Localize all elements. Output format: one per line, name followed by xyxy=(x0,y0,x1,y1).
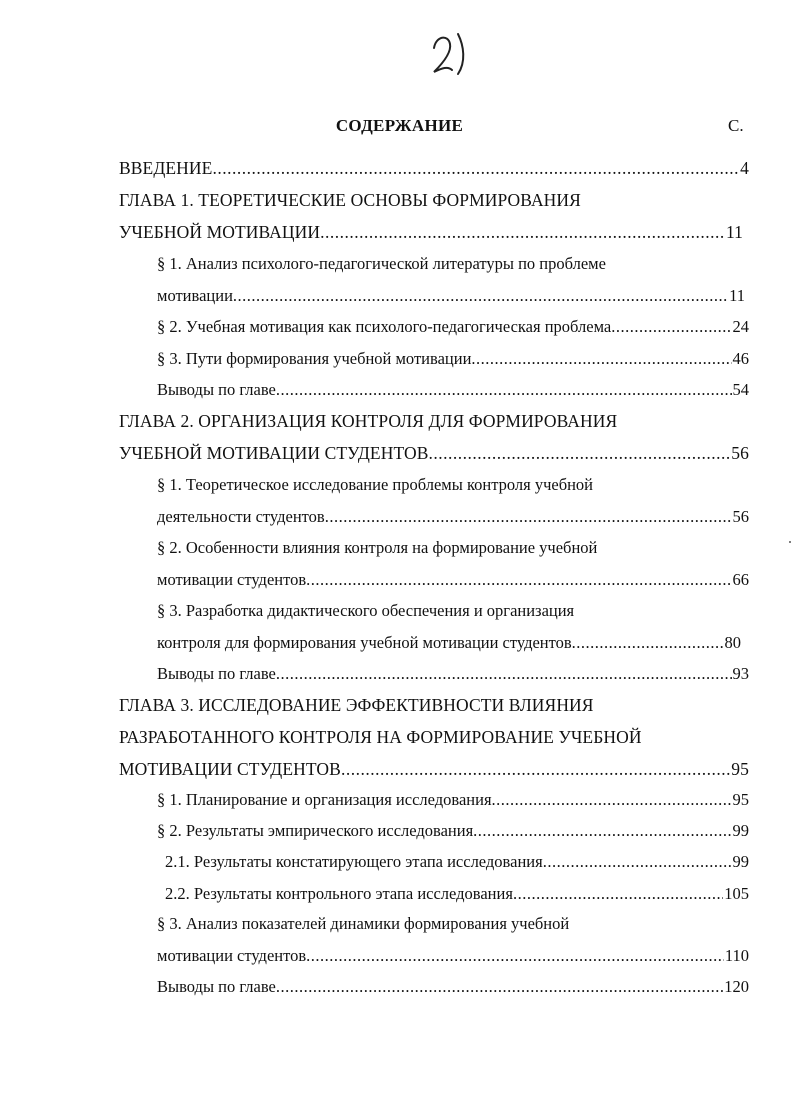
toc-ch3-sec2-sub2[interactable] xyxy=(165,883,749,905)
dot-leader xyxy=(276,976,723,998)
toc-entry-page: 93 xyxy=(732,664,749,683)
toc-entry-text: ГЛАВА 1. ТЕОРЕТИЧЕСКИЕ ОСНОВЫ ФОРМИРОВАНИЯ xyxy=(119,190,581,210)
scan-speck xyxy=(789,541,791,543)
toc-entry-text: § 3. Разработка дидактического обеспечения и организация xyxy=(157,601,575,620)
toc-entry-text: ГЛАВА 2. ОРГАНИЗАЦИЯ КОНТРОЛЯ ДЛЯ ФОРМИРОВАНИЯ xyxy=(119,411,618,431)
toc-entry-text: § 1. Теоретическое исследование проблемы контроля учебной xyxy=(157,475,594,494)
toc-entry-text: Выводы по главе xyxy=(157,664,276,683)
toc-entry-text: § 2. Результаты эмпирического исследования xyxy=(157,821,474,840)
toc-entry-text: УЧЕБНОЙ МОТИВАЦИИ СТУДЕНТОВ xyxy=(119,443,429,463)
toc-entry-page: 4 xyxy=(740,158,749,178)
toc-entry-page: 56 xyxy=(732,507,749,526)
toc-entry-text: МОТИВАЦИИ СТУДЕНТОВ xyxy=(119,759,341,779)
dot-leader xyxy=(276,379,732,401)
toc-entry-text: УЧЕБНОЙ МОТИВАЦИИ xyxy=(119,222,321,242)
toc-entry-text: ГЛАВА 3. ИССЛЕДОВАНИЕ ЭФФЕКТИВНОСТИ ВЛИЯНИЯ xyxy=(119,695,594,715)
toc-entry-introduction[interactable] xyxy=(119,157,749,179)
toc-chapter-1-title-cont[interactable] xyxy=(119,221,743,243)
dot-leader xyxy=(611,316,731,338)
toc-entry-page: 120 xyxy=(724,977,749,996)
toc-ch1-sec1[interactable] xyxy=(157,253,757,275)
toc-ch3-sec2[interactable] xyxy=(157,820,749,842)
toc-ch2-sec2-cont[interactable] xyxy=(157,569,749,591)
dot-leader xyxy=(473,820,731,842)
toc-chapter-3-title-cont1[interactable] xyxy=(119,726,759,748)
toc-entry-text: § 3. Анализ показателей динамики формирования учебной xyxy=(157,914,570,933)
toc-entry-page: 95 xyxy=(732,790,749,809)
toc-entry-text: контроля для формирования учебной мотивации студентов xyxy=(157,633,572,652)
toc-chapter-3-title-cont2[interactable] xyxy=(119,758,749,780)
toc-ch2-sec1[interactable] xyxy=(157,474,757,496)
dot-leader xyxy=(513,883,723,905)
toc-entry-text: ВВЕДЕНИЕ xyxy=(119,158,213,178)
toc-chapter-2-title[interactable] xyxy=(119,410,759,432)
toc-ch2-conclusions[interactable] xyxy=(157,663,749,685)
dot-leader xyxy=(233,285,728,307)
toc-entry-page: 11 xyxy=(729,286,745,305)
dot-leader xyxy=(276,663,732,685)
toc-entry-text: деятельности студентов xyxy=(157,507,325,526)
toc-entry-page: 99 xyxy=(732,821,749,840)
toc-ch1-conclusions[interactable] xyxy=(157,379,749,401)
toc-title: СОДЕРЖАНИЕ xyxy=(335,116,464,135)
toc-ch3-sec3-cont[interactable] xyxy=(157,945,749,967)
toc-entry-page: 24 xyxy=(732,317,749,336)
dot-leader xyxy=(325,506,732,528)
toc-entry-text: Выводы по главе xyxy=(157,380,276,399)
toc-entry-text: § 1. Планирование и организация исследования xyxy=(157,790,492,809)
toc-ch3-sec3[interactable] xyxy=(157,913,757,935)
dot-leader xyxy=(306,945,724,967)
toc-entry-text: мотивации студентов xyxy=(157,946,307,965)
toc-entry-page: 105 xyxy=(724,884,749,903)
toc-entry-page: 80 xyxy=(724,633,741,652)
toc-ch1-sec3[interactable] xyxy=(157,348,749,370)
toc-entry-text: § 1. Анализ психолого-педагогической литературы по проблеме xyxy=(157,254,606,273)
toc-chapter-1-title[interactable] xyxy=(119,189,759,211)
toc-ch2-sec3-cont[interactable] xyxy=(157,632,741,654)
toc-entry-page: 56 xyxy=(731,443,749,463)
handwritten-page-number xyxy=(428,28,478,78)
toc-entry-text: мотивации xyxy=(157,286,233,305)
dot-leader xyxy=(341,758,730,780)
toc-ch2-sec1-cont[interactable] xyxy=(157,506,749,528)
toc-chapter-3-title[interactable] xyxy=(119,694,759,716)
dot-leader xyxy=(492,789,732,811)
dot-leader xyxy=(572,632,724,654)
toc-ch3-conclusions[interactable] xyxy=(157,976,749,998)
toc-ch1-sec1-cont[interactable] xyxy=(157,285,745,307)
toc-ch3-sec2-sub1[interactable] xyxy=(165,851,749,873)
dot-leader xyxy=(306,569,731,591)
toc-chapter-2-title-cont[interactable] xyxy=(119,442,749,464)
page-column-label: С. xyxy=(728,116,744,135)
toc-ch2-sec2[interactable] xyxy=(157,537,757,559)
toc-entry-page: 11 xyxy=(725,222,743,242)
dot-leader xyxy=(212,157,739,179)
dot-leader xyxy=(429,442,731,464)
toc-entry-text: 2.1. Результаты констатирующего этапа исследования xyxy=(165,852,543,871)
toc-ch1-sec2[interactable] xyxy=(157,316,749,338)
dot-leader xyxy=(320,221,725,243)
toc-entry-page: 46 xyxy=(732,349,749,368)
toc-entry-text: Выводы по главе xyxy=(157,977,276,996)
toc-entry-text: РАЗРАБОТАННОГО КОНТРОЛЯ НА ФОРМИРОВАНИЕ УЧЕБНОЙ xyxy=(119,727,642,747)
toc-entry-page: 99 xyxy=(732,852,749,871)
dot-leader xyxy=(471,348,731,370)
toc-entry-text: 2.2. Результаты контрольного этапа исследования xyxy=(165,884,513,903)
dot-leader xyxy=(543,851,732,873)
toc-entry-text: § 3. Пути формирования учебной мотивации xyxy=(157,349,472,368)
toc-entry-text: мотивации студентов xyxy=(157,570,307,589)
toc-ch3-sec1[interactable] xyxy=(157,789,749,811)
toc-entry-page: 54 xyxy=(732,380,749,399)
toc-entry-text: § 2. Учебная мотивация как психолого-педагогическая проблема xyxy=(157,317,612,336)
toc-ch2-sec3[interactable] xyxy=(157,600,757,622)
toc-entry-page: 95 xyxy=(731,759,749,779)
toc-entry-page: 110 xyxy=(724,946,749,965)
toc-entry-text: § 2. Особенности влияния контроля на формирование учебной xyxy=(157,538,598,557)
toc-entry-page: 66 xyxy=(732,570,749,589)
